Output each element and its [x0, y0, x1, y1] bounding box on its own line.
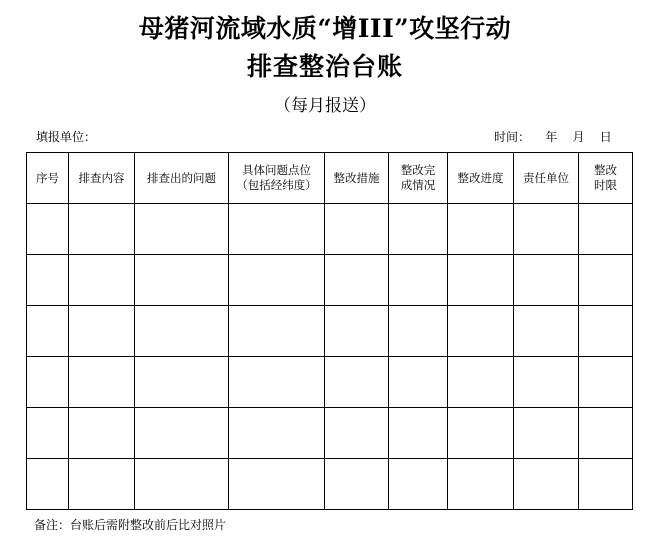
table-cell[interactable]: [27, 408, 69, 459]
table-cell[interactable]: [514, 204, 579, 255]
table-cell[interactable]: [389, 255, 448, 306]
table-row: [27, 357, 633, 408]
table-cell[interactable]: [135, 459, 229, 510]
header-serial-number: [27, 153, 69, 204]
table-cell[interactable]: [448, 306, 514, 357]
table-cell[interactable]: [229, 255, 325, 306]
table-cell[interactable]: [135, 306, 229, 357]
table-cell[interactable]: [579, 459, 633, 510]
table-cell[interactable]: [579, 204, 633, 255]
header-issue-location: [229, 153, 325, 204]
table-cell[interactable]: [27, 306, 69, 357]
table-cell[interactable]: [69, 255, 135, 306]
header-completion-status: [389, 153, 448, 204]
header-inspection-content: [69, 153, 135, 204]
table-cell[interactable]: [69, 408, 135, 459]
table-cell[interactable]: [514, 357, 579, 408]
table-cell[interactable]: [325, 357, 389, 408]
table-cell[interactable]: [514, 459, 579, 510]
table-cell[interactable]: [448, 408, 514, 459]
header-rectification-progress: [448, 153, 514, 204]
page-title-line-1: 母猪河流域水质“增III”攻坚行动: [138, 14, 512, 43]
table-row: [27, 306, 633, 357]
table-cell[interactable]: [389, 459, 448, 510]
rectification-ledger-table: [26, 152, 633, 510]
table-cell[interactable]: [135, 357, 229, 408]
table-cell[interactable]: [229, 357, 325, 408]
header-line: 具体问题点位: [242, 163, 311, 177]
table-cell[interactable]: [27, 459, 69, 510]
table-row: [27, 255, 633, 306]
header-line: （包括经纬度）: [236, 178, 317, 192]
reporting-time-label: 时间： 年 月 日: [494, 130, 612, 144]
table-cell[interactable]: [325, 204, 389, 255]
header-responsible-unit: [514, 153, 579, 204]
header-issues-found: [135, 153, 229, 204]
table-cell[interactable]: [229, 306, 325, 357]
table-body: [27, 204, 633, 510]
table-cell[interactable]: [579, 255, 633, 306]
table-cell[interactable]: [27, 204, 69, 255]
table-cell[interactable]: [514, 408, 579, 459]
header-line: 排查内容: [78, 170, 125, 185]
table-cell[interactable]: [579, 357, 633, 408]
table-cell[interactable]: [229, 204, 325, 255]
table-cell[interactable]: [448, 204, 514, 255]
reporting-unit-label: 填报单位：: [36, 130, 97, 144]
table-row: [27, 204, 633, 255]
table-cell[interactable]: [325, 408, 389, 459]
table-header-row: [27, 153, 633, 204]
table-cell[interactable]: [389, 306, 448, 357]
table-row: [27, 459, 633, 510]
header-line: 整改完: [400, 163, 436, 177]
table-cell[interactable]: [325, 255, 389, 306]
header-deadline: [579, 153, 633, 204]
header-line: 整改措施: [333, 170, 380, 185]
header-line: 序号: [36, 170, 59, 185]
table-cell[interactable]: [389, 357, 448, 408]
header-rectification-measures: [325, 153, 389, 204]
table-cell[interactable]: [325, 306, 389, 357]
table-cell[interactable]: [27, 357, 69, 408]
header-line: 成情况: [400, 178, 436, 192]
header-line: 排查出的问题: [147, 170, 216, 185]
page-title-line-2: 排查整治台账: [246, 52, 403, 81]
table-cell[interactable]: [135, 408, 229, 459]
table-cell[interactable]: [69, 357, 135, 408]
table-cell[interactable]: [448, 459, 514, 510]
header-line: 整改: [594, 163, 617, 177]
table-cell[interactable]: [514, 255, 579, 306]
table-cell[interactable]: [448, 255, 514, 306]
header-line: 时限: [594, 178, 617, 192]
table-cell[interactable]: [389, 204, 448, 255]
table-cell[interactable]: [135, 255, 229, 306]
table-cell[interactable]: [514, 306, 579, 357]
header-line: 整改进度: [457, 170, 504, 185]
table-cell[interactable]: [229, 459, 325, 510]
table-cell[interactable]: [27, 255, 69, 306]
report-frequency-subtitle: （每月报送）: [274, 96, 376, 116]
table-cell[interactable]: [135, 204, 229, 255]
table-cell[interactable]: [69, 459, 135, 510]
table-cell[interactable]: [389, 408, 448, 459]
table-cell[interactable]: [579, 306, 633, 357]
header-line: 责任单位: [523, 170, 569, 185]
table-row: [27, 408, 633, 459]
table-cell[interactable]: [579, 408, 633, 459]
table-cell[interactable]: [448, 357, 514, 408]
table-cell[interactable]: [229, 408, 325, 459]
table-cell[interactable]: [69, 306, 135, 357]
table-cell[interactable]: [69, 204, 135, 255]
footnote-remark: 备注：台账后需附整改前后比对照片: [34, 518, 227, 532]
table-cell[interactable]: [325, 459, 389, 510]
